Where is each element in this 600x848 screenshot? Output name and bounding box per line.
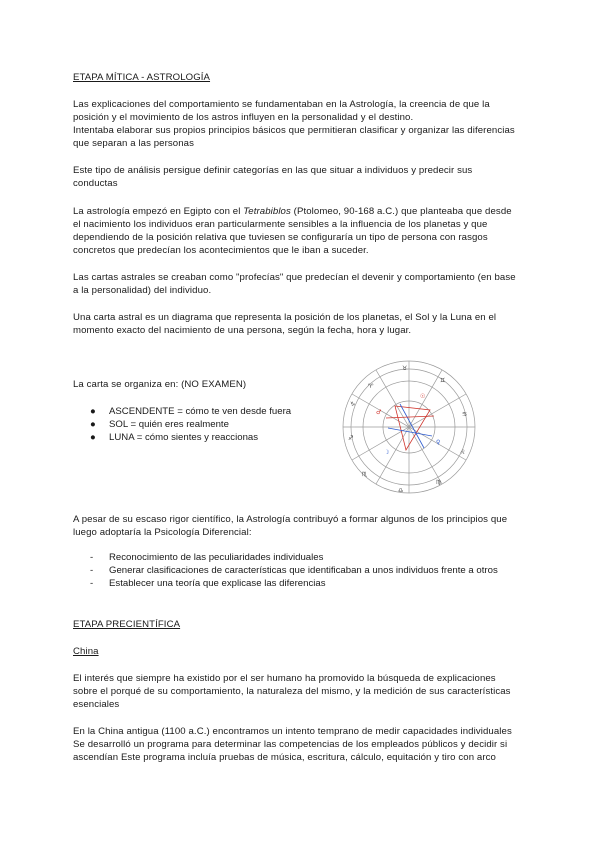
section-heading-mitica: ETAPA MÍTICA - ASTROLOGÍA — [73, 72, 211, 83]
svg-text:♌: ♌ — [460, 449, 466, 456]
text-line: Este tipo de análisis persigue definir categorías en las que situar a individuos y predecir sus — [73, 165, 473, 176]
svg-text:♐: ♐ — [348, 435, 354, 442]
paragraph-interes — [73, 672, 528, 711]
dash-marker: - — [90, 552, 94, 563]
subheading-china: China — [73, 646, 99, 657]
paragraph-definicion-carta — [73, 311, 528, 337]
text-line: A pesar de su escaso rigor científico, la Astrología contribuyó a formar algunos de los principios que — [73, 514, 508, 525]
section-heading-precientifica: ETAPA PRECIENTÍFICA — [73, 619, 181, 630]
text-line: Intentaba elaborar sus propios principios básicos que permitieran clasificar y organizar las diferencias — [73, 125, 515, 136]
bullet-icon: ● — [90, 419, 96, 430]
list-item — [90, 564, 498, 577]
list-item — [90, 577, 498, 590]
list-item-text: ASCENDENTE = cómo te ven desde fuera — [109, 406, 292, 417]
organization-intro: La carta se organiza en: (NO EXAMEN) — [73, 379, 247, 390]
text-line: dependiendo de la posición relativa que tuviesen se configuraría un tipo de persona con rasgos — [73, 232, 488, 243]
svg-text:☉: ☉ — [420, 393, 426, 400]
bullet-icon: ● — [90, 432, 96, 443]
list-item-text: Generar clasificaciones de características que identificaban a unos individuos frente a otros — [109, 565, 498, 576]
text-line: sobre el porqué de su comportamiento, la naturaleza del mismo, y la medición de sus características — [73, 686, 511, 697]
svg-text:♉: ♉ — [402, 365, 408, 372]
list-item — [90, 431, 291, 444]
dash-marker: - — [90, 565, 94, 576]
text-line: Las explicaciones del comportamiento se fundamentaban en la Astrología, la creencia de que la — [73, 99, 490, 110]
paragraph-egipto — [73, 205, 528, 257]
list-item — [90, 418, 291, 431]
list-item — [90, 551, 498, 564]
text-line: conductas — [73, 178, 118, 189]
principles-list — [90, 551, 498, 590]
paragraph-astrologia-intro — [73, 98, 528, 150]
bullet-icon: ● — [90, 406, 96, 417]
list-item-text: Reconocimiento de las peculiaridades individuales — [109, 552, 324, 563]
bullet-list — [90, 405, 291, 444]
text-line: concretos que predecían los acontecimientos que le iban a suceder. — [73, 245, 369, 256]
paragraph-analisis — [73, 164, 528, 190]
text-line: momento exacto del nacimiento de una persona, según la fecha, hora y lugar. — [73, 325, 412, 336]
text-line — [73, 205, 528, 218]
text-line: Las cartas astrales se creaban como "profecías" que predecían el devenir y comportamiento (en base — [73, 272, 516, 283]
svg-text:♎: ♎ — [398, 487, 404, 494]
text-line: luego adoptaría la Psicología Diferencial: — [73, 527, 252, 538]
text-line: posición y el movimiento de los astros influyen en la personalidad y el destino. — [73, 112, 414, 123]
svg-text:♏: ♏ — [362, 471, 368, 478]
paragraph-cartas-astrales — [73, 271, 528, 297]
dash-marker: - — [90, 578, 94, 589]
text-span: La astrología empezó en Egipto con el — [73, 206, 244, 217]
list-item-text: LUNA = cómo sientes y reaccionas — [109, 432, 259, 443]
svg-text:♂: ♂ — [376, 409, 382, 416]
text-line: a la personalidad) del individuo. — [73, 285, 212, 296]
text-line: El interés que siempre ha existido por el ser humano ha promovido la búsqueda de explicaciones — [73, 673, 496, 684]
text-line: ascendían Este programa incluía pruebas de música, escritura, cálculo, equitación y tiro con arco — [73, 752, 496, 763]
paragraph-contribucion — [73, 513, 528, 539]
svg-text:♀: ♀ — [436, 439, 441, 446]
text-line: Se desarrolló un programa para determinar las competencias de los empleados públicos y decidir si — [73, 739, 508, 750]
paragraph-china-antigua — [73, 725, 528, 764]
list-item — [90, 405, 291, 418]
svg-text:♑: ♑ — [350, 401, 356, 408]
list-item-text: Establecer una teoría que explicase las diferencias — [109, 578, 326, 589]
text-line: Una carta astral es un diagrama que representa la posición de los planetas, el Sol y la Luna en el — [73, 312, 497, 323]
svg-text:♊: ♊ — [440, 377, 446, 384]
svg-text:♍: ♍ — [436, 479, 442, 486]
astral-chart-image — [340, 358, 478, 496]
text-line: esenciales — [73, 699, 120, 710]
svg-text:♈: ♈ — [368, 383, 374, 390]
list-item-text: SOL = quién eres realmente — [109, 419, 229, 430]
text-span: (Ptolomeo, 90-168 a.C.) que planteaba que desde — [290, 206, 512, 217]
svg-text:♋: ♋ — [462, 411, 468, 418]
svg-text:☽: ☽ — [384, 449, 390, 456]
text-line: En la China antigua (1100 a.C.) encontramos un intento temprano de medir capacidades individuales — [73, 726, 512, 737]
text-line: que separan a las personas — [73, 138, 195, 149]
book-title: Tetrabiblos — [243, 206, 291, 217]
text-line: el nacimiento los individuos eran particularmente sensibles a la influencia de los planetas y que — [73, 219, 488, 230]
